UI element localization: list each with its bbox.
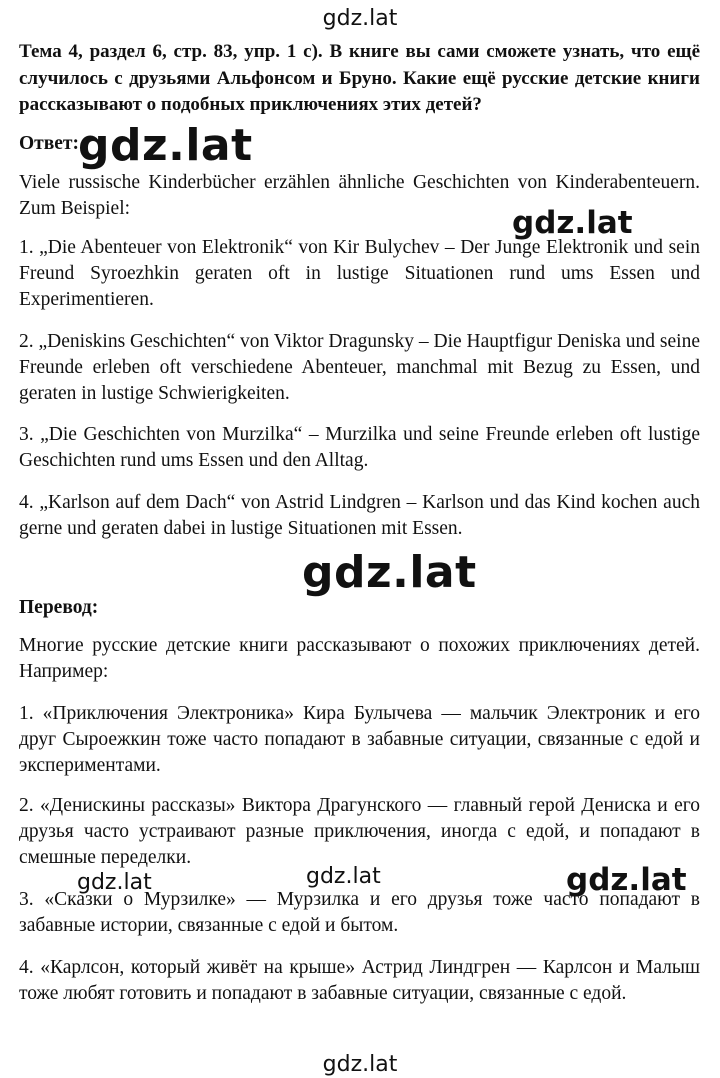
answer-item-1: 1. „Die Abenteuer von Elektronik“ von Kir Bulychev – Der Junge Elektronik und sein Freund Syroezhkin geraten oft in lustige Situationen rund ums Essen und Experimentieren. <box>19 237 700 310</box>
watermark-medium-2: gdz.lat <box>566 862 687 898</box>
answer-item-4: 4. „Karlson auf dem Dach“ von Astrid Lindgren – Karlson und das Kind kochen auch gerne und geraten dabei in lustige Situationen mit Essen. <box>19 492 700 539</box>
answer-item-3: 3. „Die Geschichten von Murzilka“ – Murzilka und seine Freunde erleben oft lustige Geschichten rund ums Essen und den Alltag. <box>19 424 700 471</box>
watermark-small-1: gdz.lat <box>77 870 152 895</box>
translation-intro: Многие русские детские книги рассказывают о похожих приключениях детей. Например: <box>19 635 700 682</box>
exercise-question: Тема 4, раздел 6, стр. 83, упр. 1 с). В книге вы сами сможете узнать, что ещё случилось с друзьями Альфонсом и Бруно. Какие ещё русские детские книги рассказывают о подобных приключениях этих детей? <box>19 41 700 115</box>
answer-item-2: 2. „Deniskins Geschichten“ von Viktor Dragunsky – Die Hauptfigur Deniska und seine Freunde erleben oft verschiedene Abenteuer, manchmal mit Bezug zu Essen, und geraten in lustige Schwierigkeiten. <box>19 331 700 404</box>
watermark-small-2: gdz.lat <box>306 864 381 889</box>
watermark-large-2: gdz.lat <box>302 547 477 598</box>
answer-intro: Viele russische Kinderbücher erzählen ähnliche Geschichten von Kinderabenteuern. Zum Beispiel: <box>19 172 700 219</box>
translation-item-4: 4. «Карлсон, который живёт на крыше» Астрид Линдгрен — Карлсон и Малыш тоже любят готовить и попадают в забавные ситуации, связанные с едой. <box>19 957 700 1004</box>
watermark-medium-1: gdz.lat <box>512 205 633 241</box>
translation-item-1: 1. «Приключения Электроника» Кира Булычева — мальчик Электроник и его друг Сыроежкин тоже часто попадают в забавные ситуации, связанные с едой и экспериментами. <box>19 703 700 776</box>
translation-label: Перевод: <box>19 597 99 618</box>
watermark-large-1: gdz.lat <box>78 120 253 171</box>
watermark-top: gdz.lat <box>322 6 398 31</box>
translation-item-3: 3. «Сказки о Мурзилке» — Мурзилка и его друзья тоже часто попадают в забавные истории, связанные с едой и бытом. <box>19 889 700 936</box>
answer-label: Ответ: <box>19 133 80 154</box>
watermark-bottom: gdz.lat <box>322 1052 398 1077</box>
translation-item-2: 2. «Денискины рассказы» Виктора Драгунского — главный герой Дениска и его друзья часто устраивают разные приключения, иногда с едой, и попадают в смешные переделки. <box>19 795 700 868</box>
